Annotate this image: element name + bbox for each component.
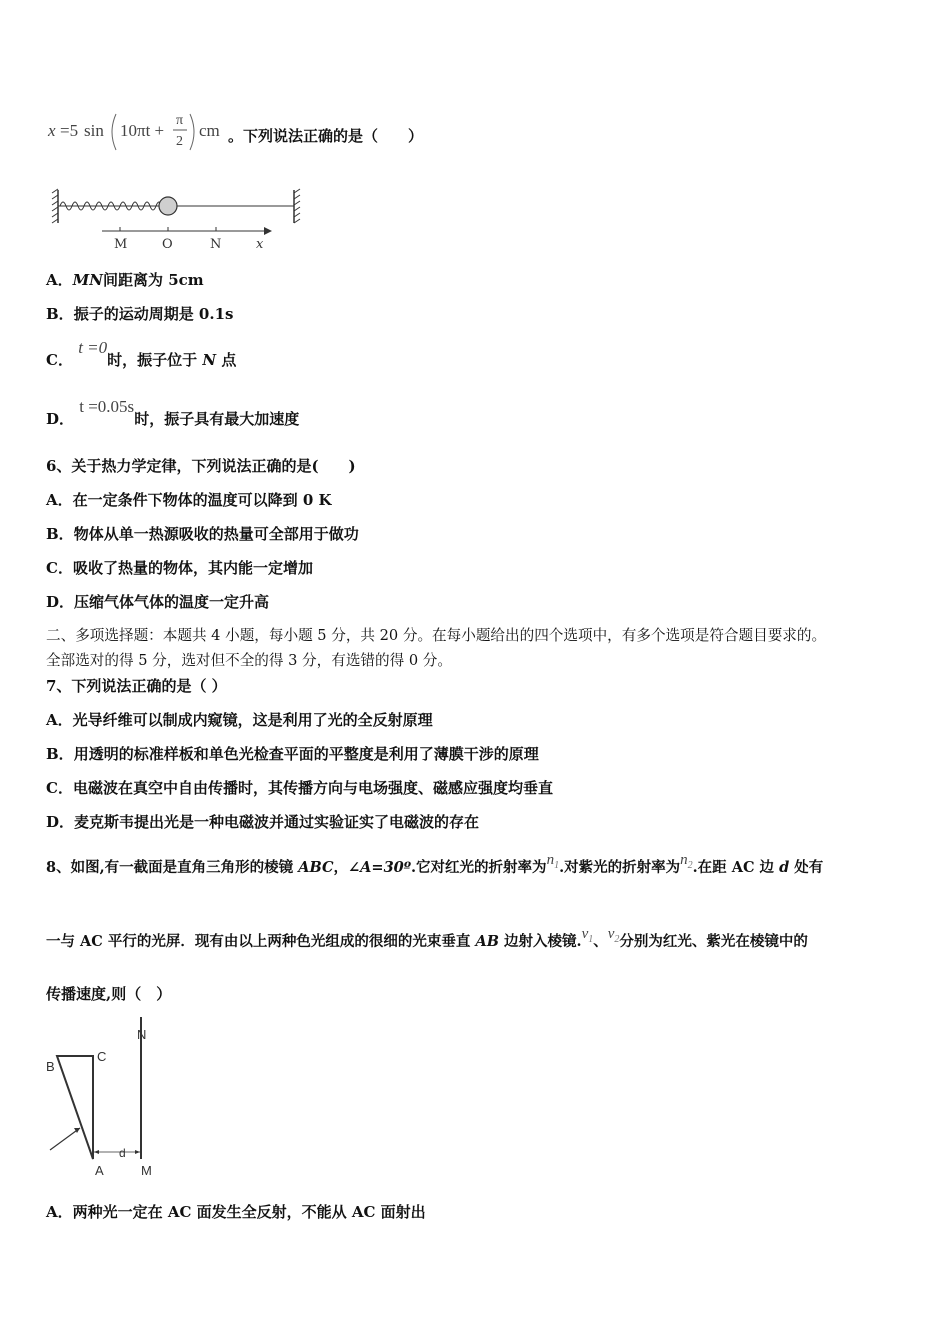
q8-stem-line3: 传播速度,则（ ） [46,985,172,1003]
q8-stem-line2: 一与 AC 平行的光屏．现有由以上两种色光组成的很细的光束垂直 AB 边射入棱镜$.v_1$、$v_2$分别为红光、紫光在棱镜中的 [46,926,808,950]
label-B: B [46,1059,55,1074]
q5-option-d: D． t =0.05s时，振子具有最大加速度 [46,397,300,428]
q6-option-d: D．压缩气体气体的温度一定升高 [46,593,270,611]
prism-figure [44,1015,174,1180]
q6-stem: 6、关于热力学定律，下列说法正确的是( ) [46,457,356,475]
oscillator-ball [159,197,177,215]
q8-stem-line1: 8、如图,有一截面是直角三角形的棱镜 ABC，∠A=30º.它对红光的折射率为$n_1$.对紫光的折射率为$n_2$.在距 AC 边 d 处有 [46,852,824,876]
prism-triangle [57,1056,93,1159]
label-A: A [95,1163,104,1178]
svg-text:=5: =5 [60,121,79,140]
svg-text:10πt +: 10πt + [120,121,165,140]
svg-text:π: π [176,113,184,128]
label-M: M [141,1163,152,1178]
q7-option-d: D．麦克斯韦提出光是一种电磁波并通过实验证实了电磁波的存在 [46,813,480,831]
light-ray [50,1128,80,1150]
spring-oscillator-figure [50,185,310,255]
q5-option-c: C． t =0时，振子位于 N 点 [46,338,237,369]
q6-option-a: A．在一定条件下物体的温度可以降到 0 K [46,491,332,509]
section2-header-line1: 二、多项选择题：本题共 4 小题，每小题 5 分，共 20 分。在每小题给出的四个选项中，有多个选项是符合题目要求的。 [46,627,827,644]
q5-option-a: A．MN间距离为 5cm [46,271,204,289]
q7-option-c: C．电磁波在真空中自由传播时，其传播方向与电场强度、磁感应强度均垂直 [46,779,553,797]
q7-stem: 7、下列说法正确的是（ ） [46,677,227,695]
label-C: C [97,1049,107,1064]
svg-text:cm: cm [199,121,220,140]
svg-text:x: x [48,121,56,140]
q5-option-b: B．振子的运动周期是 0.1s [46,305,234,323]
section2-header-line2: 全部选对的得 5 分，选对但不全的得 3 分，有选错的得 0 分。 [46,652,452,669]
label-N: N [210,237,222,252]
q7-option-b: B．用透明的标准样板和单色光检查平面的平整度是利用了薄膜干涉的原理 [46,745,539,763]
q5-stem-tail: 。下列说法正确的是（ ） [228,127,424,145]
q6-option-b: B．物体从单一热源吸收的热量可全部用于做功 [46,525,359,543]
label-M: M [114,237,128,252]
svg-text:2: 2 [176,134,183,149]
q8-option-a: A．两种光一定在 AC 面发生全反射，不能从 AC 面射出 [46,1203,426,1221]
label-x: x [256,237,264,252]
label-N: N [137,1027,147,1042]
label-O: O [162,237,173,252]
svg-text:sin: sin [84,121,104,140]
q6-option-c: C．吸收了热量的物体，其内能一定增加 [46,559,313,577]
q5-formula [46,112,228,152]
label-d: d [119,1146,126,1160]
q7-option-a: A．光导纤维可以制成内窥镜，这是利用了光的全反射原理 [46,711,433,729]
